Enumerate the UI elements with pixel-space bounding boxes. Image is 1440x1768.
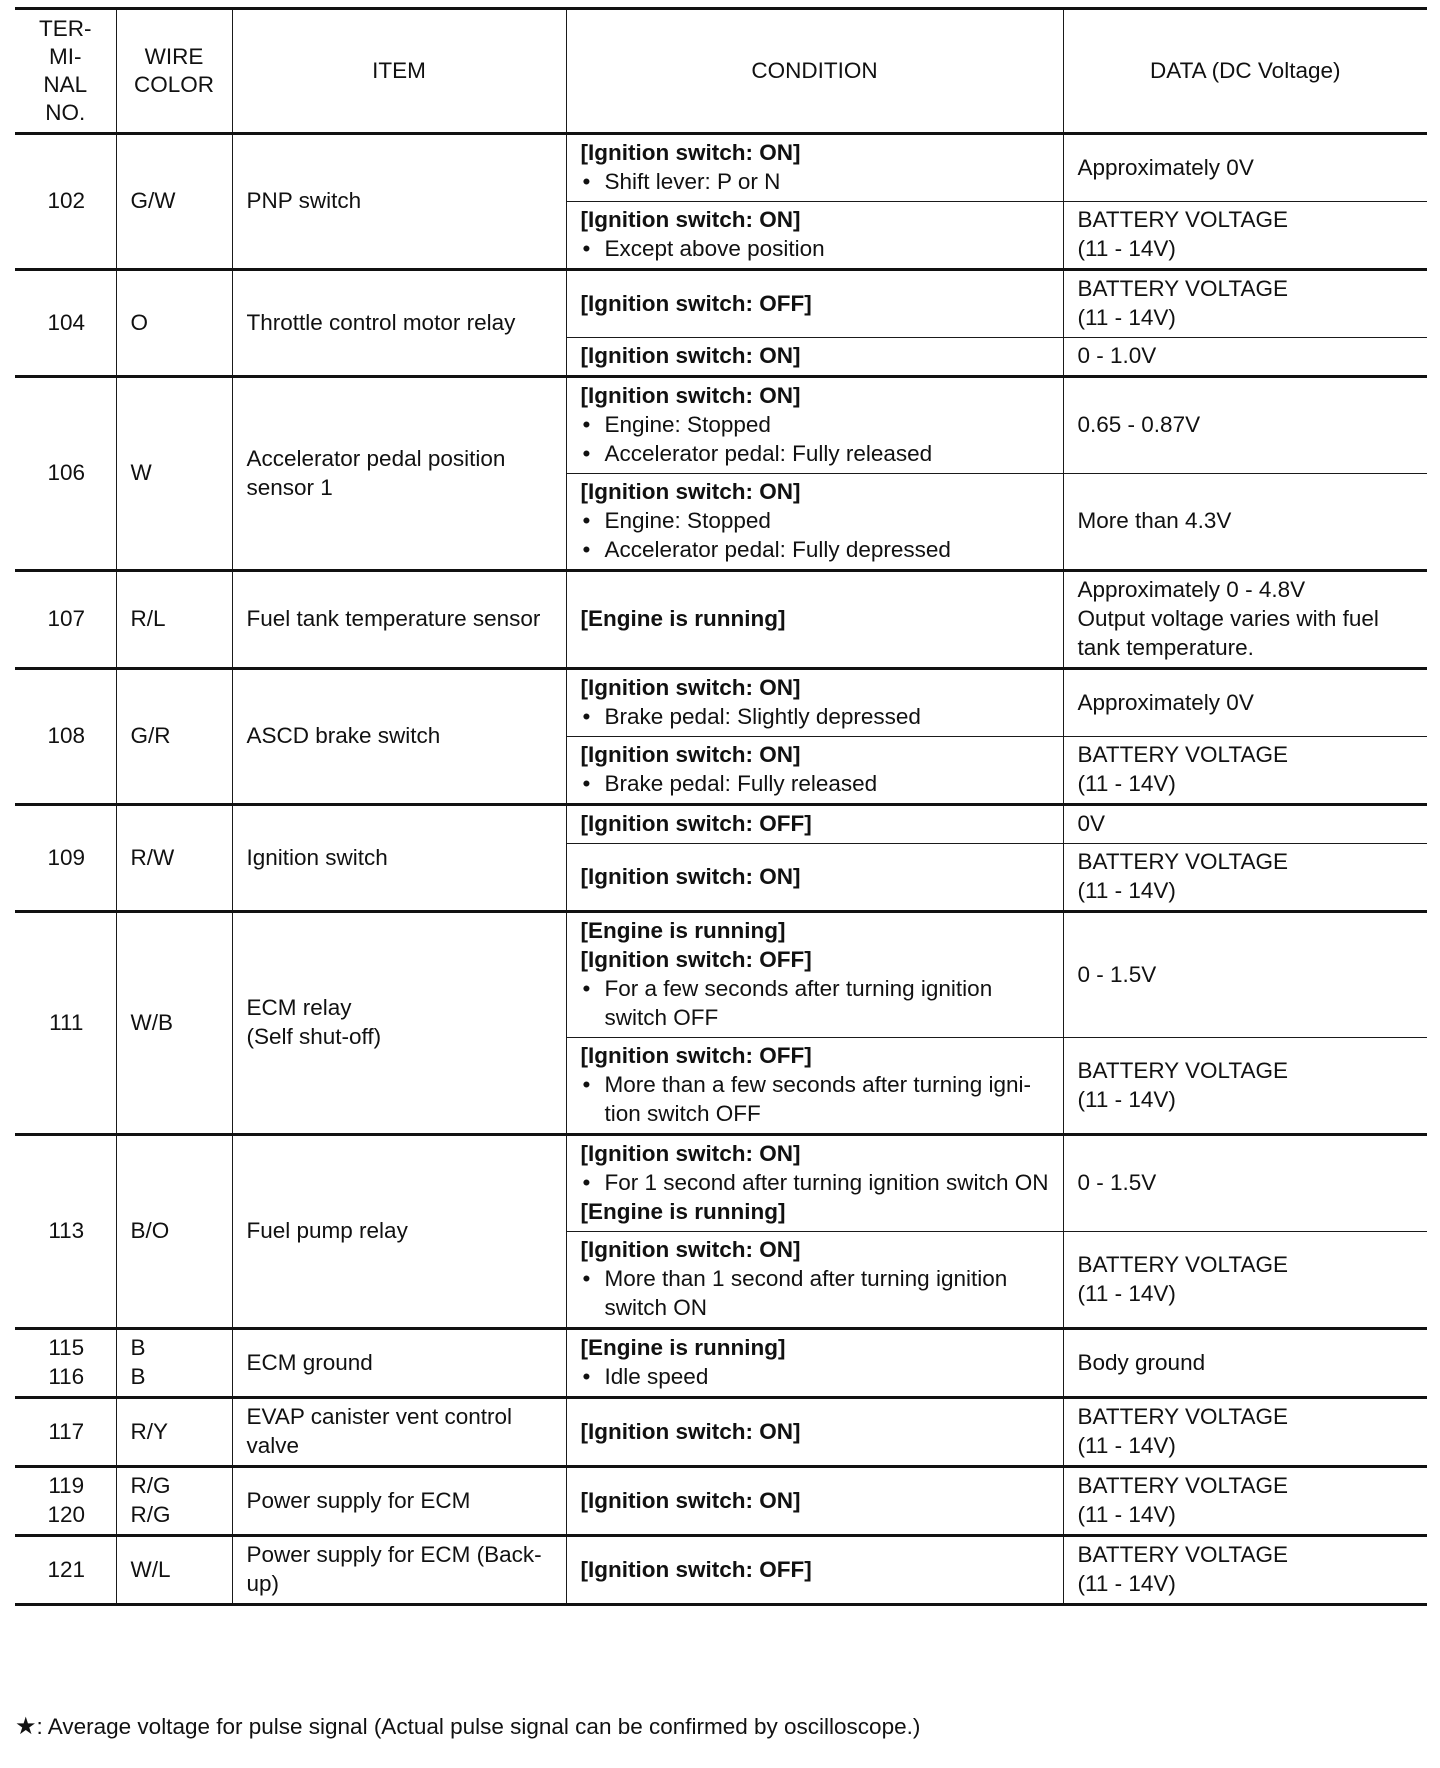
voltage-data: (11 - 14V): [1077, 1502, 1176, 1527]
condition-state: [Ignition switch: OFF]: [580, 290, 812, 316]
condition-state: [Ignition switch: ON]: [580, 1418, 801, 1444]
voltage-data: BATTERY VOLTAGE: [1077, 1251, 1288, 1277]
condition-state: [Ignition switch: ON]: [580, 1237, 801, 1262]
condition-cell: [566, 377, 1063, 474]
header-condition: CONDITION: [566, 9, 1063, 134]
table-header: [15, 9, 1427, 134]
table-row: [15, 805, 1427, 844]
condition-state: [Ignition switch: OFF]: [580, 947, 812, 972]
condition-bullet: • Engine: Stopped: [581, 410, 1051, 439]
wire-color: W/B: [130, 1009, 173, 1035]
item-cell: [232, 134, 566, 270]
condition-cell: [566, 202, 1063, 270]
condition-state: [Ignition switch: ON]: [580, 863, 801, 889]
header-terminal-line: MI-: [49, 44, 82, 69]
item-text: Power supply for ECM (Back-: [246, 1542, 542, 1567]
voltage-data-cell: [1063, 474, 1427, 571]
footnote: [15, 1712, 920, 1742]
item-cell: [232, 912, 566, 1135]
condition-bullet: • For a few seconds after turning ignition switch OFF: [581, 974, 1051, 1032]
wire-color-cell: [116, 1536, 232, 1605]
terminal-no-cell: [15, 377, 116, 571]
item-cell: [232, 1135, 566, 1329]
item-cell: [232, 805, 566, 912]
condition-state: [Ignition switch: ON]: [580, 140, 801, 165]
item-text: EVAP canister vent control: [246, 1404, 513, 1429]
wire-color-cell: [116, 270, 232, 377]
terminal-no: 102: [47, 188, 86, 213]
item-text: ASCD brake switch: [246, 723, 441, 748]
terminal-no-cell: [15, 134, 116, 270]
terminal-no-cell: [15, 805, 116, 912]
condition-cell: [566, 1038, 1063, 1135]
terminal-no-cell: [15, 912, 116, 1135]
terminal-no: 117: [48, 1418, 85, 1444]
wire-color: B: [130, 1335, 146, 1360]
condition-bullet: • More than a few seconds after turning igni-tion switch OFF: [581, 1070, 1051, 1128]
condition-cell: [566, 912, 1063, 1038]
item-text: valve: [246, 1433, 300, 1458]
voltage-data-cell: [1063, 1329, 1427, 1398]
wire-color: W/L: [130, 1556, 171, 1582]
condition-state: [Ignition switch: ON]: [580, 383, 801, 408]
header-terminal-line: NAL: [43, 72, 88, 97]
item-cell: [232, 1329, 566, 1398]
ecm-terminal-table: [15, 7, 1427, 1606]
item-text: up): [246, 1571, 280, 1596]
table-row: [15, 1467, 1427, 1536]
condition-state: [Engine is running]: [580, 606, 786, 631]
terminal-no: 106: [47, 460, 86, 485]
voltage-data-cell: [1063, 202, 1427, 270]
item-text: sensor 1: [246, 474, 333, 500]
wire-color-cell: [116, 1467, 232, 1536]
terminal-no-cell: [15, 1135, 116, 1329]
item-text: Throttle control motor relay: [246, 309, 516, 335]
voltage-data-cell: [1063, 844, 1427, 912]
voltage-data-cell: [1063, 1038, 1427, 1135]
voltage-data: BATTERY VOLTAGE: [1077, 849, 1288, 874]
condition-cell: [566, 474, 1063, 571]
condition-state: [Engine is running]: [580, 1335, 786, 1360]
terminal-no-cell: [15, 571, 116, 669]
item-cell: [232, 1536, 566, 1605]
header-wire-color: [116, 9, 232, 134]
terminal-no: 119: [48, 1473, 85, 1498]
voltage-data: tank temperature.: [1077, 635, 1254, 660]
terminal-no-cell: [15, 1536, 116, 1605]
condition-cell: [566, 270, 1063, 338]
terminal-no: 121: [47, 1556, 86, 1582]
table-row: [15, 571, 1427, 669]
wire-color: B/O: [130, 1218, 170, 1243]
voltage-data-cell: [1063, 805, 1427, 844]
condition-bullet: • Brake pedal: Slightly depressed: [581, 702, 1051, 731]
table-row: [15, 1135, 1427, 1232]
voltage-data: BATTERY VOLTAGE: [1077, 1473, 1288, 1498]
table-row: [15, 1536, 1427, 1605]
voltage-data: 0 - 1.5V: [1077, 961, 1157, 987]
voltage-data-cell: [1063, 1232, 1427, 1329]
voltage-data-cell: [1063, 1398, 1427, 1467]
condition-state: [Ignition switch: ON]: [580, 207, 801, 232]
condition-bullet: • Accelerator pedal: Fully depressed: [581, 535, 1051, 564]
condition-state: [Ignition switch: ON]: [580, 1141, 801, 1166]
terminal-no: 113: [48, 1218, 85, 1243]
condition-bullet: • Idle speed: [581, 1362, 1051, 1391]
condition-state: [Ignition switch: OFF]: [580, 1556, 812, 1582]
terminal-no-cell: [15, 1329, 116, 1398]
voltage-data: (11 - 14V): [1077, 771, 1176, 796]
voltage-data: 0V: [1077, 811, 1106, 836]
wire-color-cell: [116, 134, 232, 270]
wire-color-cell: [116, 377, 232, 571]
condition-bullet: • Except above position: [581, 234, 1051, 263]
voltage-data: 0.65 - 0.87V: [1077, 412, 1201, 437]
condition-cell: [566, 1398, 1063, 1467]
condition-cell: [566, 844, 1063, 912]
condition-cell: [566, 669, 1063, 737]
wire-color: G/R: [130, 723, 171, 748]
voltage-data-cell: [1063, 737, 1427, 805]
voltage-data-cell: [1063, 1536, 1427, 1605]
condition-state: [Engine is running]: [580, 918, 786, 943]
wire-color-cell: [116, 1135, 232, 1329]
wire-color-cell: [116, 805, 232, 912]
star-icon: ★: [15, 1713, 37, 1740]
voltage-data: BATTERY VOLTAGE: [1077, 742, 1288, 767]
header-terminal-line: NO.: [45, 100, 86, 125]
voltage-data: 0 - 1.5V: [1077, 1170, 1157, 1195]
voltage-data: BATTERY VOLTAGE: [1077, 207, 1288, 232]
voltage-data: (11 - 14V): [1077, 1571, 1176, 1596]
condition-bullet: • More than 1 second after turning ignition switch ON: [581, 1264, 1051, 1322]
header-terminal-no: [15, 9, 116, 134]
condition-cell: [566, 805, 1063, 844]
voltage-data: (11 - 14V): [1077, 1280, 1176, 1306]
terminal-no: 120: [47, 1502, 86, 1527]
voltage-data-cell: [1063, 669, 1427, 737]
voltage-data-cell: [1063, 338, 1427, 377]
voltage-data: BATTERY VOLTAGE: [1077, 1057, 1288, 1083]
voltage-data: 0 - 1.0V: [1077, 343, 1157, 368]
wire-color: R/L: [130, 606, 166, 631]
voltage-data-cell: [1063, 270, 1427, 338]
condition-bullet: • Engine: Stopped: [581, 506, 1051, 535]
condition-cell: [566, 1232, 1063, 1329]
item-cell: [232, 669, 566, 805]
voltage-data: (11 - 14V): [1077, 878, 1176, 903]
condition-state: [Ignition switch: ON]: [580, 479, 801, 504]
voltage-data-cell: [1063, 912, 1427, 1038]
terminal-no: 111: [49, 1009, 84, 1035]
terminal-no-cell: [15, 270, 116, 377]
header-wire-line: COLOR: [133, 72, 214, 97]
voltage-data: (11 - 14V): [1077, 236, 1176, 261]
terminal-no: 108: [47, 723, 86, 748]
voltage-data: BATTERY VOLTAGE: [1077, 1542, 1288, 1567]
footnote-text: : Average voltage for pulse signal (Actual pulse signal can be confirmed by oscilloscope.): [36, 1714, 921, 1739]
condition-state: [Ignition switch: OFF]: [580, 811, 812, 836]
voltage-data: Approximately 0 - 4.8V: [1077, 577, 1306, 602]
terminal-no-cell: [15, 1398, 116, 1467]
header-data: DATA (DC Voltage): [1063, 9, 1427, 134]
condition-bullet: • For 1 second after turning ignition switch ON: [581, 1168, 1051, 1197]
condition-state: [Ignition switch: ON]: [580, 742, 801, 767]
table-row: [15, 1329, 1427, 1398]
voltage-data: (11 - 14V): [1077, 1433, 1176, 1458]
item-cell: [232, 1467, 566, 1536]
voltage-data-cell: [1063, 1467, 1427, 1536]
terminal-no-cell: [15, 669, 116, 805]
voltage-data-cell: [1063, 134, 1427, 202]
voltage-data: Output voltage varies with fuel: [1077, 606, 1379, 631]
terminal-no: 115: [48, 1335, 85, 1360]
item-cell: [232, 377, 566, 571]
item-text: Fuel tank temperature sensor: [246, 606, 541, 631]
wire-color: R/W: [130, 844, 175, 870]
terminal-no: 116: [48, 1364, 85, 1389]
table-row: [15, 377, 1427, 474]
item-text: Accelerator pedal position: [246, 445, 506, 471]
condition-cell: [566, 737, 1063, 805]
wire-color: R/Y: [130, 1418, 169, 1444]
wire-color: O: [130, 309, 149, 335]
terminal-no: 104: [47, 309, 86, 335]
wire-color-cell: [116, 1398, 232, 1467]
condition-state: [Ignition switch: OFF]: [580, 1043, 812, 1068]
item-text: PNP switch: [246, 188, 362, 213]
condition-cell: [566, 338, 1063, 377]
condition-state: [Engine is running]: [580, 1199, 786, 1224]
item-cell: [232, 571, 566, 669]
condition-cell: [566, 134, 1063, 202]
terminal-no: 107: [47, 606, 86, 631]
table-row: [15, 134, 1427, 202]
table-body: [15, 134, 1427, 1605]
condition-cell: [566, 1536, 1063, 1605]
header-terminal-line: TER-: [39, 16, 92, 41]
voltage-data: BATTERY VOLTAGE: [1077, 276, 1288, 301]
item-text: ECM relay: [246, 995, 352, 1020]
item-text: Power supply for ECM: [246, 1487, 471, 1513]
voltage-data-cell: [1063, 377, 1427, 474]
terminal-no: 109: [47, 844, 86, 870]
voltage-data: Approximately 0V: [1077, 154, 1254, 180]
table-row: [15, 912, 1427, 1038]
table-row: [15, 270, 1427, 338]
item-cell: [232, 1398, 566, 1467]
wire-color-cell: [116, 1329, 232, 1398]
condition-state: [Ignition switch: ON]: [580, 343, 801, 368]
voltage-data-cell: [1063, 1135, 1427, 1232]
voltage-data: (11 - 14V): [1077, 305, 1176, 330]
condition-bullet: • Accelerator pedal: Fully released: [581, 439, 1051, 468]
item-text: Fuel pump relay: [246, 1218, 408, 1243]
condition-state: [Ignition switch: ON]: [580, 1487, 801, 1513]
item-text: (Self shut-off): [246, 1024, 382, 1049]
condition-cell: [566, 1467, 1063, 1536]
wire-color: W: [130, 460, 152, 485]
condition-cell: [566, 1329, 1063, 1398]
header-item: ITEM: [232, 9, 566, 134]
condition-state: [Ignition switch: ON]: [580, 675, 801, 700]
wire-color: G/W: [130, 188, 176, 213]
condition-cell: [566, 571, 1063, 669]
table-row: [15, 669, 1427, 737]
item-cell: [232, 270, 566, 377]
item-text: ECM ground: [246, 1349, 373, 1375]
wire-color-cell: [116, 669, 232, 805]
condition-cell: [566, 1135, 1063, 1232]
condition-bullet: • Brake pedal: Fully released: [581, 769, 1051, 798]
condition-bullet: • Shift lever: P or N: [581, 167, 1051, 196]
voltage-data: Approximately 0V: [1077, 689, 1254, 715]
voltage-data: More than 4.3V: [1077, 508, 1232, 533]
voltage-data: Body ground: [1077, 1349, 1206, 1375]
wire-color: R/G: [130, 1473, 171, 1498]
voltage-data-cell: [1063, 571, 1427, 669]
table-row: [15, 1398, 1427, 1467]
wire-color: B: [130, 1364, 146, 1389]
wire-color-cell: [116, 912, 232, 1135]
voltage-data: (11 - 14V): [1077, 1086, 1176, 1112]
voltage-data: BATTERY VOLTAGE: [1077, 1404, 1288, 1429]
ecm-terminal-table-sheet: [15, 7, 1427, 1606]
header-wire-line: WIRE: [144, 44, 204, 69]
item-text: Ignition switch: [246, 844, 388, 870]
wire-color-cell: [116, 571, 232, 669]
wire-color: R/G: [130, 1502, 171, 1527]
terminal-no-cell: [15, 1467, 116, 1536]
